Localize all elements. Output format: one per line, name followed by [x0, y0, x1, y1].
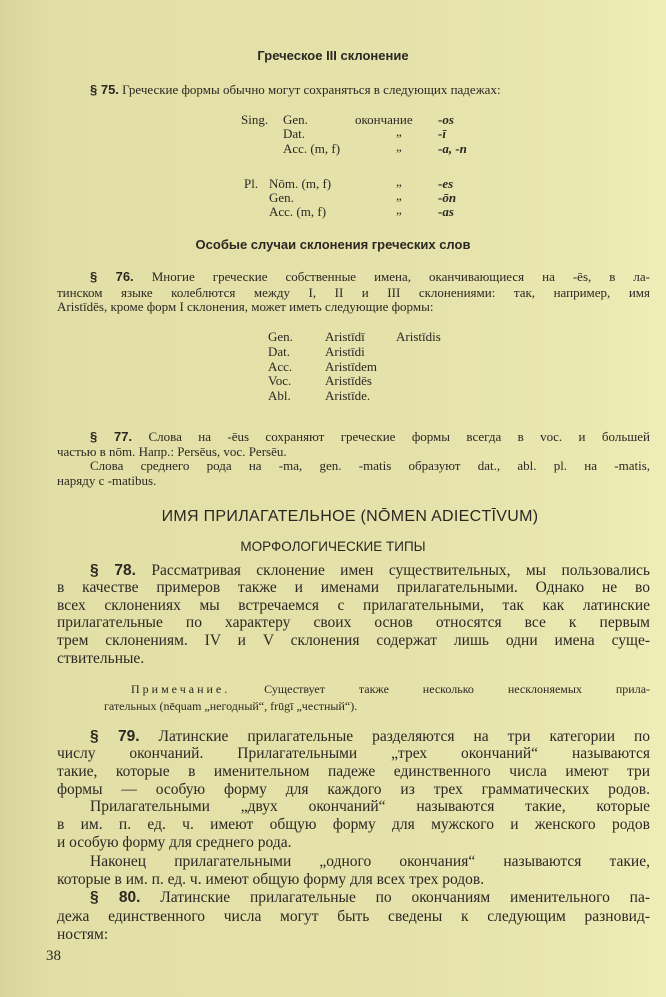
section-number: § 77. [90, 429, 133, 444]
case: Gen. [283, 112, 308, 127]
note-label: Примечание. [131, 682, 231, 696]
case: Nōm. (m, f) [269, 176, 332, 191]
form: Aristīdem [325, 359, 377, 374]
case: Acc. [268, 359, 293, 374]
text-line: частью в nōm. Напр.: Persēus, voc. Persēu. [57, 444, 287, 459]
text-line: тинском языке колеблются между I, II и III склонениями: так, например, имя [57, 285, 650, 300]
case: Gen. [269, 190, 294, 205]
text-line: наряду с -matibus. [57, 473, 157, 488]
page-number: 38 [46, 948, 61, 964]
note-line [131, 682, 650, 697]
section-heading: Особые случаи склонения греческих слов [195, 237, 471, 252]
ending: -ōn [438, 190, 457, 205]
label-sing: Sing. [241, 112, 269, 127]
text-line [90, 889, 650, 907]
chapter-subtitle: МОРФОЛОГИЧЕСКИЕ ТИПЫ [240, 539, 426, 554]
case: Abl. [268, 388, 291, 403]
case: Acc. (m, f) [269, 204, 327, 219]
ending-word: окончание [355, 112, 413, 127]
case: Gen. [268, 329, 293, 344]
ditto: „ [396, 188, 402, 203]
form: Aristīdi [325, 344, 365, 359]
paragraph-75 [90, 82, 650, 98]
ditto: „ [396, 124, 402, 139]
section-number: § 78. [90, 562, 136, 579]
text-line: и особую форму для среднего рода. [57, 834, 292, 851]
ending: -os [438, 112, 454, 127]
section-number: § 80. [90, 889, 141, 906]
ending: -ī [438, 126, 446, 141]
ending: -a, -n [438, 141, 467, 156]
text-line: дежа единственного числа могут быть сведены к следующим разновид- [57, 908, 650, 925]
text-line: прилагательные по характеру своих основ относятся все к первым [57, 614, 650, 631]
text-line [90, 562, 650, 580]
section-number: § 75. [90, 82, 119, 97]
section-number: § 76. [90, 269, 134, 284]
text-line: Прилагательными „двух окончаний“ называются такие, которые [90, 798, 650, 815]
text-line [90, 269, 650, 285]
text-line: числу окончаний. Прилагательными „трех окончаний“ называются [57, 745, 650, 762]
text-line: Aristīdēs, кроме форм I склонения, может иметь следующие формы: [57, 299, 434, 314]
text-line: Слова среднего рода на -ma, gen. -matis образуют dat., abl. pl. на -matis, [90, 458, 650, 473]
form: Aristīde. [325, 388, 371, 403]
line-text: Латинские прилагательные разделяются на три категории по [158, 728, 650, 745]
paragraph-text: Греческие формы обычно могут сохраняться в следующих падежах: [122, 82, 501, 97]
line-text: Латинские прилагательные по окончаниям именительного па- [160, 889, 650, 906]
text-line: трем склонениям. IV и V склонения содержат лишь одни имена суще- [57, 632, 650, 649]
form-alt: Aristīdis [396, 329, 441, 344]
text-line: которые в им. п. ед. ч. имеют общую форму для всех трех родов. [57, 871, 485, 888]
text-line: формы — особую форму для каждого из трех грамматических родов. [57, 781, 650, 798]
line-text: Многие греческие собственные имена, оканчивающиеся на -ēs, в ла- [151, 269, 651, 284]
chapter-title: ИМЯ ПРИЛАГАТЕЛЬНОЕ (NŌMEN ADIECTĪVUM) [161, 508, 539, 525]
form: Aristīdēs [325, 373, 372, 388]
text-line [90, 429, 650, 445]
text-line: всех склонениях мы встречаемся с прилагательными, так как латинские [57, 597, 650, 614]
case: Dat. [268, 344, 291, 359]
line-text: Существует также несколько несклоняемых прила- [264, 682, 651, 696]
label-pl: Pl. [244, 176, 259, 191]
case: Acc. (m, f) [283, 141, 341, 156]
ditto: „ [396, 202, 402, 217]
text-line: в качестве примеров также и именами прилагательными. Однако не во [57, 579, 650, 596]
ending: -as [438, 204, 454, 219]
text-line: ствительные. [57, 650, 145, 667]
ditto: „ [396, 174, 402, 189]
text-line: такие, которые в именительном падеже единственного числа имеют три [57, 763, 650, 780]
line-text: Слова на -ēus сохраняют греческие формы всегда в voc. и большей [148, 429, 651, 444]
text-line: в им. п. ед. ч. имеют общую форму для мужского и женского родов [57, 816, 650, 833]
text-line: ностям: [57, 926, 109, 943]
line-text: Рассматривая склонение имен существительных, мы пользовались [151, 562, 650, 579]
section-heading: Греческое III склонение [257, 48, 409, 63]
form: Aristīdī [325, 329, 365, 344]
ditto: „ [396, 139, 402, 154]
note-line: гательных (nēquam „негодный“, frūgī „честный“). [104, 699, 358, 713]
section-number: § 79. [90, 728, 140, 745]
case: Voc. [268, 373, 292, 388]
text-line: Наконец прилагательными „одного окончания“ называются такие, [90, 853, 650, 870]
case: Dat. [283, 126, 306, 141]
ending: -es [438, 176, 454, 191]
text-line [90, 728, 650, 746]
